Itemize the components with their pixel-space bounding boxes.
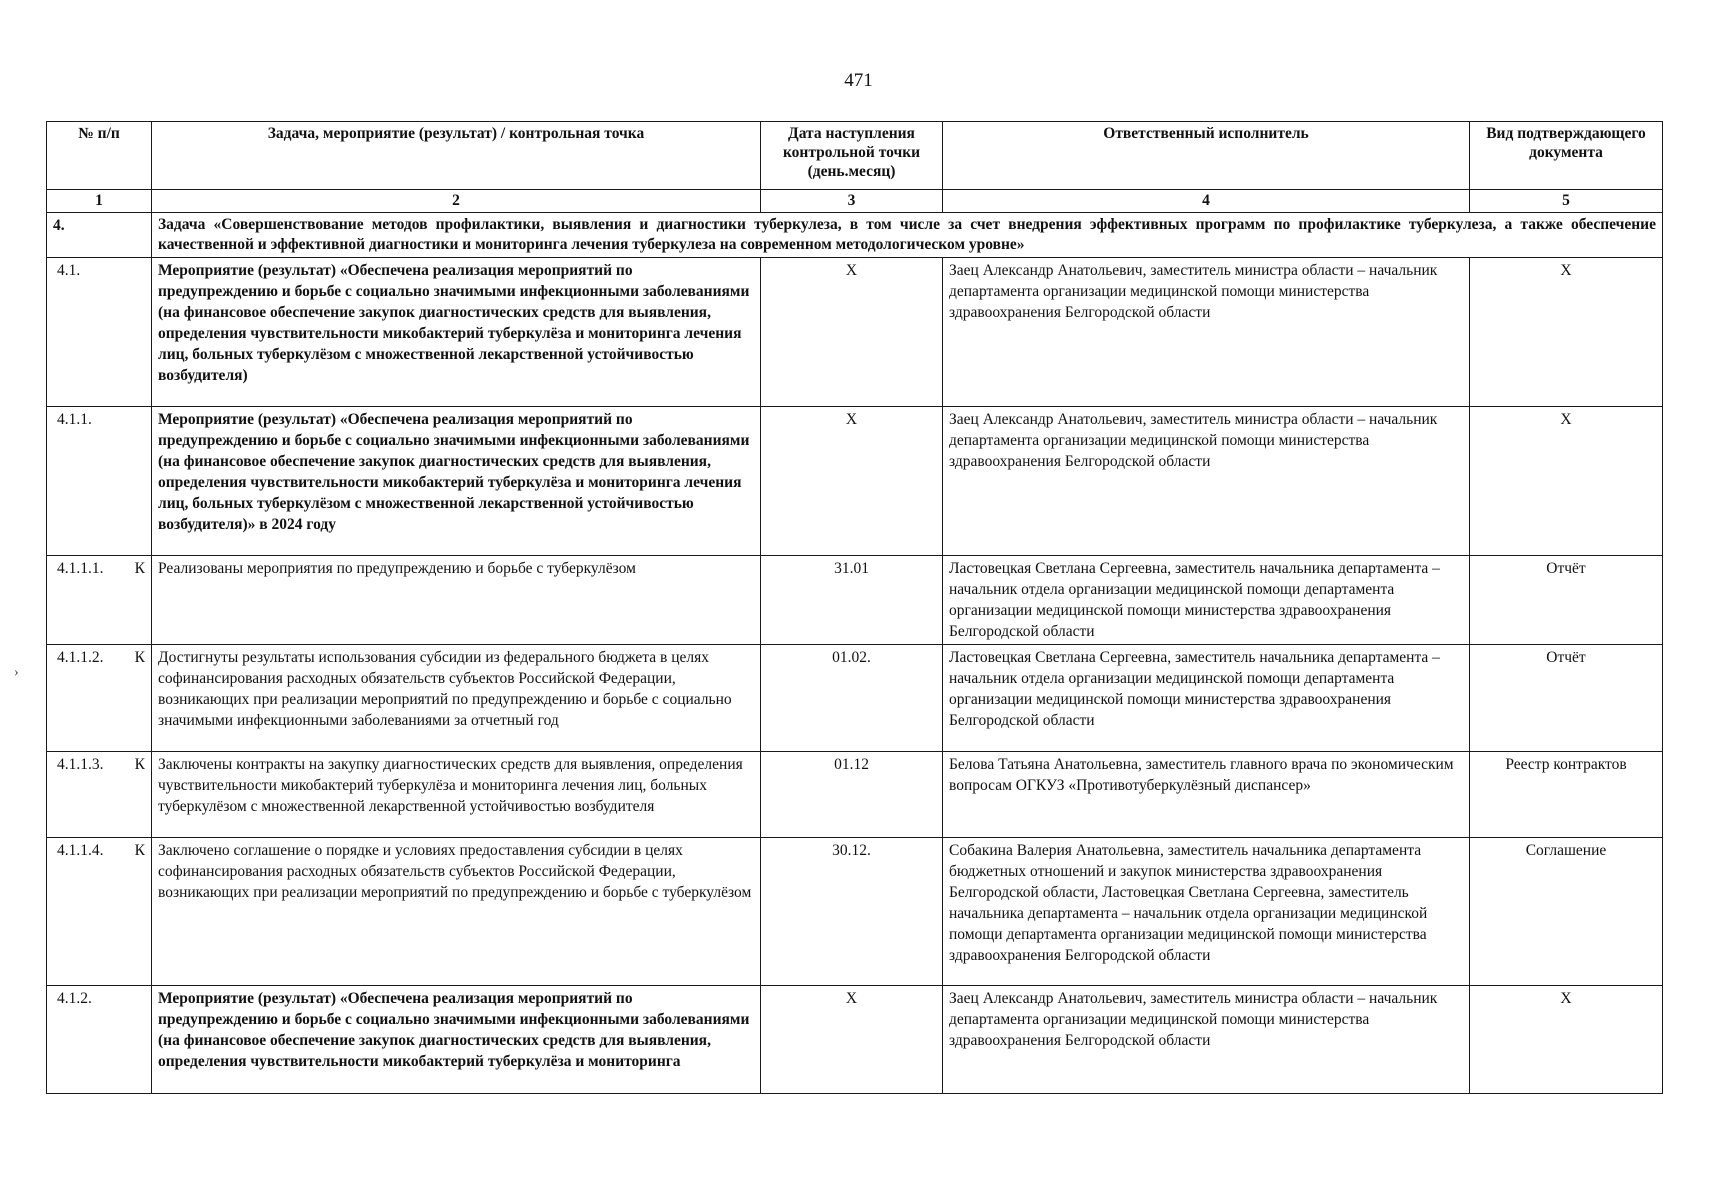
column-number: 3: [761, 190, 943, 213]
header-document: Вид подтверждающего документа: [1470, 122, 1663, 190]
row-date: X: [761, 258, 943, 407]
row-date: 01.02.: [761, 645, 943, 752]
row-date: 30.12.: [761, 838, 943, 986]
row-number: 4.1.1.4.: [57, 842, 104, 859]
row-document: Отчёт: [1470, 556, 1663, 645]
column-number: 4: [943, 190, 1470, 213]
row-document: X: [1470, 986, 1663, 1094]
row-number: 4.1.: [57, 262, 81, 279]
row-executor: Заец Александр Анатольевич, заместитель министра области – начальник департамента организации медицинской помощи министерства здравоохранения Белгородской области: [943, 407, 1470, 556]
task-number: 4.: [47, 213, 152, 258]
column-number: 5: [1470, 190, 1663, 213]
table-row: [47, 258, 1663, 407]
row-number: 4.1.1.1.: [57, 560, 104, 577]
row-text: Мероприятие (результат) «Обеспечена реализация мероприятий по предупреждению и борьбе с социально значимыми инфекционными заболеваниями (на финансовое обеспечение закупок диагностических средств для выявления, определения чувствительности микобактерий туберкулёза и мониторинга: [152, 986, 761, 1094]
row-number: 4.1.1.: [57, 411, 92, 428]
header-row: [47, 122, 1663, 190]
column-number-row: [47, 190, 1663, 213]
row-executor: Заец Александр Анатольевич, заместитель министра области – начальник департамента организации медицинской помощи министерства здравоохранения Белгородской области: [943, 986, 1470, 1094]
task-text: Задача «Совершенствование методов профилактики, выявления и диагностики туберкулеза, в том числе за счет внедрения эффективных программ по профилактике туберкулеза, а также обеспечение качественной и эффективной диагностики и мониторинга лечения туберкулеза на современном методологическом уровне»: [152, 213, 1663, 258]
row-executor: Ластовецкая Светлана Сергеевна, заместитель начальника департамента – начальник отдела организации медицинской помощи департамента организации медицинской помощи министерства здравоохранения Белгородской области: [943, 645, 1470, 752]
table-row: [47, 838, 1663, 986]
row-document: Реестр контрактов: [1470, 752, 1663, 838]
row-document: Отчёт: [1470, 645, 1663, 752]
header-executor: Ответственный исполнитель: [943, 122, 1470, 190]
table-row: [47, 556, 1663, 645]
row-document: Соглашение: [1470, 838, 1663, 986]
row-date: 01.12: [761, 752, 943, 838]
row-executor: Заец Александр Анатольевич, заместитель министра области – начальник департамента организации медицинской помощи министерства здравоохранения Белгородской области: [943, 258, 1470, 407]
row-date: X: [761, 986, 943, 1094]
header-number: № п/п: [47, 122, 152, 190]
row-document: X: [1470, 258, 1663, 407]
column-number: 2: [152, 190, 761, 213]
row-number: 4.1.1.3.: [57, 756, 104, 773]
task-row: [47, 213, 1663, 258]
page-number: 471: [844, 70, 873, 91]
row-document: X: [1470, 407, 1663, 556]
plan-table: [46, 121, 1663, 1094]
row-executor: Собакина Валерия Анатольевна, заместитель начальника департамента бюджетных отношений и закупок министерства здравоохранения Белгородской области, Ластовецкая Светлана Сергеевна, заместитель начальника департамента – начальник отдела организации медицинской помощи департамента организации медицинской помощи министерства здравоохранения Белгородской области: [943, 838, 1470, 986]
header-task: Задача, мероприятие (результат) / контрольная точка: [152, 122, 761, 190]
table-row: [47, 752, 1663, 838]
row-text: Мероприятие (результат) «Обеспечена реализация мероприятий по предупреждению и борьбе с социально значимыми инфекционными заболеваниями (на финансовое обеспечение закупок диагностических средств для выявления, определения чувствительности микобактерий туберкулёза и мониторинга лечения лиц, больных туберкулёзом с множественной лекарственной устойчивостью возбудителя)» в 2024 году: [152, 407, 761, 556]
row-text: Заключены контракты на закупку диагностических средств для выявления, определения чувствительности микобактерий туберкулёза и мониторинга лечения лиц, больных туберкулёзом с множественной лекарственной устойчивостью возбудителя: [152, 752, 761, 838]
row-date: X: [761, 407, 943, 556]
row-text: Реализованы мероприятия по предупреждению и борьбе с туберкулёзом: [152, 556, 761, 645]
row-executor: Ластовецкая Светлана Сергеевна, заместитель начальника департамента – начальник отдела организации медицинской помощи департамента организации медицинской помощи министерства здравоохранения Белгородской области: [943, 556, 1470, 645]
row-text: Мероприятие (результат) «Обеспечена реализация мероприятий по предупреждению и борьбе с социально значимыми инфекционными заболеваниями (на финансовое обеспечение закупок диагностических средств для выявления, определения чувствительности микобактерий туберкулёза и мониторинга лечения лиц, больных туберкулёзом с множественной лекарственной устойчивостью возбудителя): [152, 258, 761, 407]
row-text: Достигнуты результаты использования субсидии из федерального бюджета в целях софинансирования расходных обязательств субъектов Российской Федерации, возникающих при реализации мероприятий по предупреждению и борьбе с социально значимыми инфекционными заболеваниями за отчетный год: [152, 645, 761, 752]
row-executor: Белова Татьяна Анатольевна, заместитель главного врача по экономическим вопросам ОГКУЗ «Противотуберкулёзный диспансер»: [943, 752, 1470, 838]
table-row: [47, 645, 1663, 752]
row-text: Заключено соглашение о порядке и условиях предоставления субсидии в целях софинансирования расходных обязательств субъектов Российской Федерации, возникающих при реализации мероприятий по предупреждению и борьбе с туберкулёзом: [152, 838, 761, 986]
scan-mark-icon: ›: [14, 665, 19, 680]
row-flag: К: [134, 842, 145, 859]
header-date: Дата наступления контрольной точки (день.месяц): [761, 122, 943, 190]
row-number: 4.1.2.: [57, 990, 92, 1007]
row-flag: К: [134, 560, 145, 577]
row-flag: К: [134, 756, 145, 773]
table-row: [47, 986, 1663, 1094]
column-number: 1: [47, 190, 152, 213]
table-row: [47, 407, 1663, 556]
row-date: 31.01: [761, 556, 943, 645]
row-number: 4.1.1.2.: [57, 649, 104, 666]
row-flag: К: [134, 649, 145, 666]
